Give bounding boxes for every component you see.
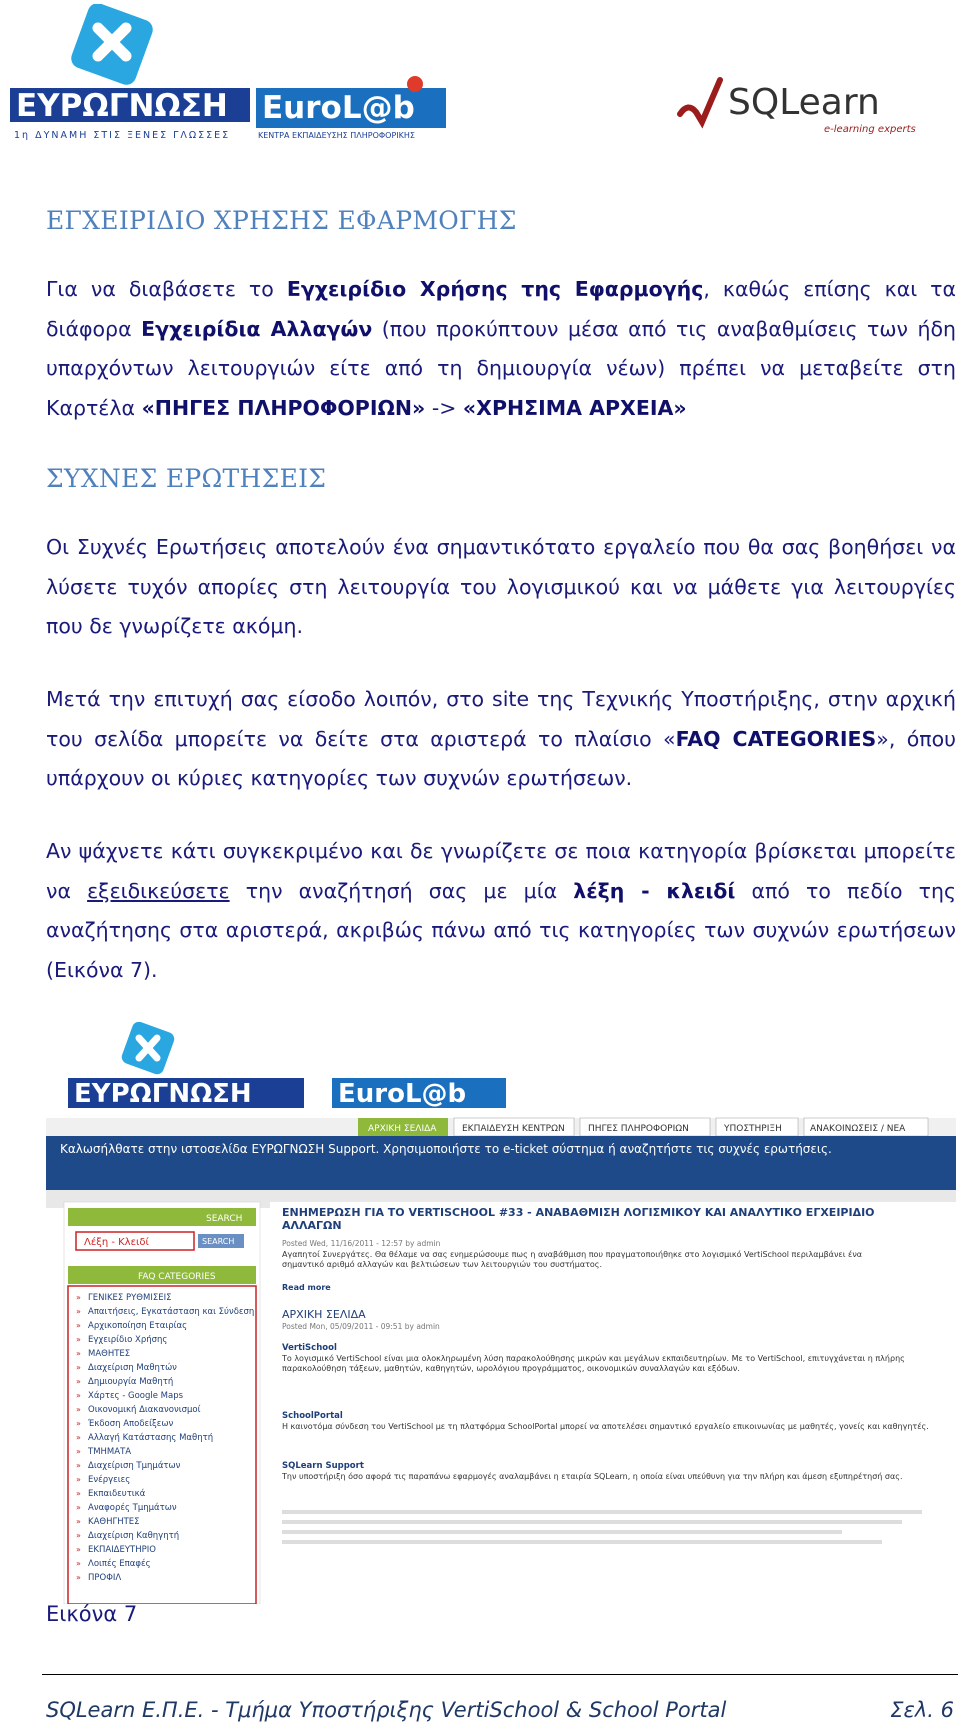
faq-category-item[interactable]: ΚΑΘΗΓΗΤΕΣ [88,1517,140,1527]
faq-bullet-icon: » [76,1391,81,1400]
shot-banner-text: Καλωσήλθατε στην ιστοσελίδα ΕΥΡΩΓΝΩΣΗ Support. Χρησιμοποιήστε το e-ticket σύστημα ή αναζητήστε τις συχνές ερωτήσεις. [60,1142,832,1156]
faq-bullet-icon: » [76,1349,81,1358]
section-title-manual: ΕΓΧΕΙΡΙΔΙΟ ΧΡΗΣΗΣ ΕΦΑΡΜΟΓΗΣ [46,206,517,235]
faq-category-item[interactable]: Αλλαγή Κατάστασης Μαθητή [88,1433,214,1443]
shot-sub1: VertiSchool [282,1343,337,1353]
faq-bullet-icon: » [76,1363,81,1372]
faq-category-item[interactable]: ΕΚΠΑΙΔΕΥΤΗΡΙΟ [88,1545,156,1555]
support-site-screenshot [46,1022,956,1604]
faq-bullet-icon: » [76,1335,81,1344]
manual-paragraph: Για να διαβάσετε το Εγχειρίδιο Χρήσης της Εφαρμογής, καθώς επίσης και τα διάφορα Εγχειρίδια Αλλαγών (που προκύπτουν μέσα από τις αναβαθμίσεις των ήδη υπαρχόντων λειτουργιών είτε από τη δημιουργία νέων) πρέπει να μεταβείτε στη Καρτέλα «ΠΗΓΕΣ ΠΛΗΡΟΦΟΡΙΩΝ» -> «ΧΡΗΣΙΜΑ ΑΡΧΕΙΑ» [46,277,957,420]
footer-text: SQLearn Ε.Π.Ε. - Τμήμα Υποστήριξης VertiSchool & School Portal [46,1698,727,1722]
svg-text:ΑΝΑΚΟΙΝΩΣΕΙΣ / ΝΕΑ: ΑΝΑΚΟΙΝΩΣΕΙΣ / ΝΕΑ [810,1124,906,1134]
faq-category-item[interactable]: Έκδοση Αποδείξεων [88,1419,174,1429]
faq-bullet-icon: » [76,1573,81,1582]
faq-category-item[interactable]: Αναφορές Τμημάτων [88,1503,177,1513]
svg-text:SEARCH: SEARCH [206,1214,243,1224]
faq-bullet-icon: » [76,1461,81,1470]
faq-bullet-icon: » [76,1307,81,1316]
faq-category-item[interactable]: Διαχείριση Καθηγητή [88,1531,180,1541]
faq-category-item[interactable]: Αρχικοποίηση Εταιρίας [88,1321,188,1331]
sqlearn-logo [676,72,956,142]
faq-bullet-icon: » [76,1531,81,1540]
shot-post1-body: Αγαπητοί Συνεργάτες. Θα θέλαμε να σας ενημερώσουμε πως η αναβάθμιση που πραγματοποιήθηκε στο λογισμικό VertiSchool περιλαμβάνει ένα σημαντικό αριθμό αλλαγών και βελτιώσεων των λειτουργιών του συστήματος. [282,1250,863,1269]
apple-icon [407,76,423,92]
footer-divider [42,1674,958,1675]
faq-paragraph-3: Αν ψάχνετε κάτι συγκεκριμένο και δε γνωρίζετε σε ποια κατηγορία βρίσκεται μπορείτε να εξειδικεύσετε την αναζήτησή σας με μία λέξη - κλειδί από το πεδίο της αναζήτησης στα αριστερά, ακριβώς πάνω από τις κατηγορίες των συχνών ερωτήσεων (Εικόνα 7). [46,839,956,982]
faq-category-item[interactable]: Οικονομική Διακανονισμοί [88,1405,201,1415]
faq-category-item[interactable]: ΓΕΝΙΚΕΣ ΡΥΘΜΙΣΕΙΣ [88,1293,172,1303]
shot-post1-title[interactable]: ΕΝΗΜΕΡΩΣΗ ΓΙΑ ΤΟ VERTISCHOOL #33 - ΑΝΑΒΑΘΜΙΣΗ ΛΟΓΙΣΜΙΚΟΥ ΚΑΙ ΑΝΑΛΥΤΙΚΟ ΕΓΧΕΙΡΙΔΙΟ ΑΛΛΑΓΩΝ [282,1206,875,1232]
brand-right-tagline: e-learning experts [824,124,916,135]
faq-category-item[interactable]: ΜΑΘΗΤΕΣ [88,1349,131,1359]
faq-bullet-icon: » [76,1545,81,1554]
svg-text:SEARCH: SEARCH [202,1237,235,1246]
shot-sub2-body: Η καινοτόμα σύνδεση του VertiSchool με τη πλατφόρμα SchoolPortal μπορεί να αποτελέσει σημαντικό εργαλείο επικοινωνίας με μαθητές, γονείς και καθηγητές. [282,1422,929,1431]
page-number: Σελ. 6 [890,1698,954,1722]
shot-brand-mid: EuroL@b [338,1079,467,1109]
shot-post2-title[interactable]: ΑΡΧΙΚΗ ΣΕΛΙΔΑ [282,1308,366,1321]
shot-read-more[interactable]: Read more [282,1283,331,1292]
check-icon [680,80,720,122]
evrognosi-x-icon [68,4,155,88]
faq-bullet-icon: » [76,1475,81,1484]
shot-post1-meta: Posted Wed, 11/16/2011 - 12:57 by admin [282,1239,441,1248]
faq-paragraph-2: Μετά την επιτυχή σας είσοδο λοιπόν, στο site της Τεχνικής Υποστήριξης, στην αρχική του σελίδα μπορείτε να δείτε στα αριστερά το πλαίσιο «FAQ CATEGORIES», όπου υπάρχουν οι κύριες κατηγορίες των συχνών ερωτήσεων. [46,687,956,790]
faq-category-item[interactable]: Χάρτες - Google Maps [88,1391,184,1401]
shot-nav [46,1118,956,1136]
faq-category-item[interactable]: ΠΡΟΦΙΛ [88,1573,122,1583]
faq-bullet-icon: » [76,1321,81,1330]
shot-post2-meta: Posted Mon, 05/09/2011 - 09:51 by admin [282,1322,440,1331]
faq-category-item[interactable]: Ενέργειες [88,1475,131,1485]
faq-bullet-icon: » [76,1559,81,1568]
brand-left: ΕΥΡΩΓΝΩΣΗ [16,88,228,124]
faq-paragraph-1: Οι Συχνές Ερωτήσεις αποτελούν ένα σημαντικότατο εργαλείο που θα σας βοηθήσει να λύσετε τυχόν απορίες στη λειτουργία του λογισμικού και να μάθετε για λειτουργίες που δε γνωρίζετε ακόμη. [46,535,956,638]
faq-category-item[interactable]: Δημιουργία Μαθητή [88,1377,174,1387]
page-header [0,0,960,150]
brand-left-tagline: 1η ΔΥΝΑΜΗ ΣΤΙΣ ΞΕΝΕΣ ΓΛΩΣΣΕΣ [14,130,231,141]
brand-right: SQLearn [728,82,880,123]
brand-mid-tagline: ΚΕΝΤΡΑ ΕΚΠΑΙΔΕΥΣΗΣ ΠΛΗΡΟΦΟΡΙΚΗΣ [258,131,415,140]
faq-category-item[interactable]: ΤΜΗΜΑΤΑ [88,1447,132,1457]
shot-faq-list [68,1286,256,1604]
faq-bullet-icon: » [76,1489,81,1498]
figure-caption: Εικόνα 7 [46,1602,138,1626]
section-title-faq: ΣΥΧΝΕΣ ΕΡΩΤΗΣΕΙΣ [46,464,327,493]
shot-sub3-body: Την υποστήριξη όσο αφορά τις παραπάνω εφαρμογές αναλαμβάνει η εταιρία SQLearn, η οποία είναι υπεύθυνη για την πλήρη και άμεση εξυπηρέτησή σας. [282,1472,903,1481]
faq-category-item[interactable]: Διαχείριση Τμημάτων [88,1461,181,1471]
svg-text:ΠΗΓΕΣ ΠΛΗΡΟΦΟΡΙΩΝ: ΠΗΓΕΣ ΠΛΗΡΟΦΟΡΙΩΝ [588,1124,689,1134]
evrognosi-eurolab-logo [8,4,458,144]
shot-sub1-body: Το λογισμικό VertiSchool είναι μια ολοκληρωμένη λύση παρακολούθησης μικρών και μεγάλων εκπαιδευτηρίων. Με το VertiSchool, επιτυγχάνεται η πλήρης παρακολούθηση τάξεων, μαθητών, καθηγητών, ωρολόγιου προγράμματος, οικονομικών συναλλαγών και εξόδων. [282,1354,905,1373]
shot-sub2: SchoolPortal [282,1411,343,1421]
svg-text:ΕΚΠΑΙΔΕΥΣΗ ΚΕΝΤΡΩΝ: ΕΚΠΑΙΔΕΥΣΗ ΚΕΝΤΡΩΝ [462,1124,565,1134]
brand-mid: EuroL@b [262,90,415,126]
svg-text:ΥΠΟΣΤΗΡΙΞΗ: ΥΠΟΣΤΗΡΙΞΗ [724,1124,782,1134]
faq-bullet-icon: » [76,1503,81,1512]
shot-sub3: SQLearn Support [282,1461,364,1471]
faq-bullet-icon: » [76,1447,81,1456]
svg-text:ΑΡΧΙΚΗ ΣΕΛΙΔΑ: ΑΡΧΙΚΗ ΣΕΛΙΔΑ [368,1124,437,1134]
faq-category-item[interactable]: Εγχειρίδιο Χρήσης [88,1335,168,1345]
faq-bullet-icon: » [76,1377,81,1386]
faq-bullet-icon: » [76,1433,81,1442]
faq-category-item[interactable]: Εκπαιδευτικά [88,1489,146,1499]
faq-bullet-icon: » [76,1293,81,1302]
faq-bullet-icon: » [76,1419,81,1428]
shot-brand-left: ΕΥΡΩΓΝΩΣΗ [74,1079,252,1109]
svg-text:Λέξη - Κλειδί: Λέξη - Κλειδί [84,1237,149,1248]
faq-category-item[interactable]: Απαιτήσεις, Εγκατάσταση και Σύνδεση [88,1307,255,1317]
faq-bullet-icon: » [76,1517,81,1526]
faq-category-item[interactable]: Λοιπές Επαφές [88,1559,151,1569]
svg-text:FAQ CATEGORIES: FAQ CATEGORIES [138,1272,216,1282]
faq-category-item[interactable]: Διαχείριση Μαθητών [88,1363,177,1373]
faq-bullet-icon: » [76,1405,81,1414]
